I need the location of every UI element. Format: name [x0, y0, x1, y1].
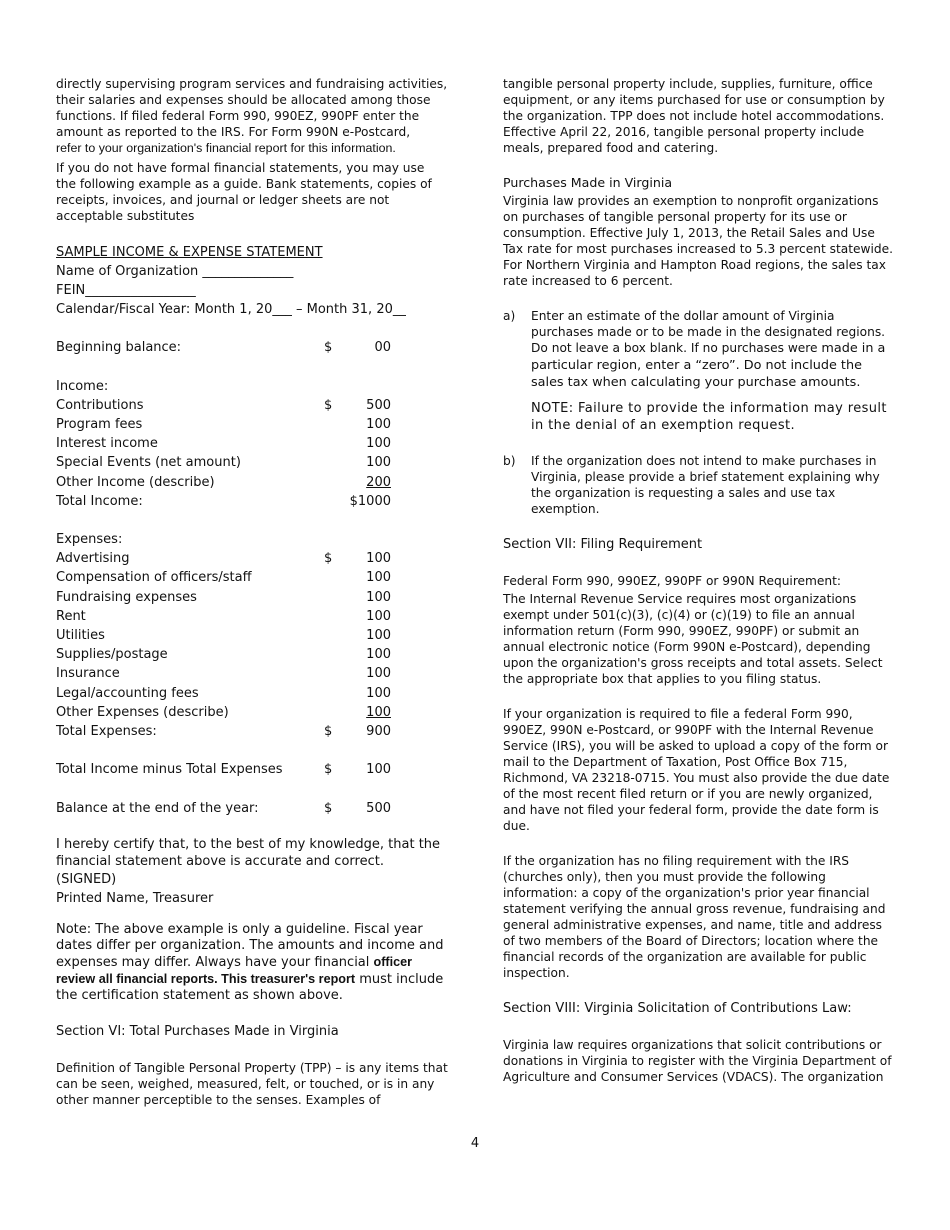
exemption-note: NOTE: Failure to provide the information may result in the denial of an exemption request.: [531, 401, 887, 433]
income-row: Program fees 100: [56, 416, 391, 432]
expense-row: Utilities 100: [56, 628, 391, 643]
expense-row: Rent 100: [56, 608, 391, 624]
federal-form-body: The Internal Revenue Service requires most organizations exempt under 501(c)(3), (c)(4) or (c)(19) to file an annual information return (Form 990, 990EZ, 990PF) or submit an annual electronic notice (Form 990N e-Postcard), depending upon the organization's gross receipts and total assets. Select the appropriate box that applies to you filing status.: [503, 592, 883, 686]
total-income-row: Total Income: $1000: [56, 493, 391, 509]
section-8-heading: Section VIII: Virginia Solicitation of Contributions Law:: [503, 1001, 852, 1016]
tpp-continued: tangible personal property include, supplies, furniture, office equipment, or any items purchased for use or consumption by the organization. TPP does not include hotel accommodations. Effective April 22, 2016, tangible personal property include meals, prepared food and catering.: [503, 77, 885, 155]
expense-row: Legal/accounting fees 100: [56, 685, 391, 701]
intro-text-2: refer to your organization's financial report for this information.: [56, 141, 396, 155]
page-number: 4: [470, 1136, 480, 1151]
fein-line: FEIN_________________: [56, 283, 196, 298]
total-expenses-row: Total Expenses: $ 900: [56, 723, 391, 739]
certification-text: I hereby certify that, to the best of my knowledge, that the financial statement above is accurate and correct.: [56, 837, 441, 869]
income-row: Other Income (describe) 200: [56, 474, 391, 490]
purchases-body: Virginia law provides an exemption to nonprofit organizations on purchases of tangible personal property for its use or consumption. Effective July 1, 2013, the Retail Sales and Use Tax rate for most purchases increased to 5.3 percent statewide. For Northern Virginia and Hampton Road regions, the sales tax rate increased to 6 percent.: [503, 194, 893, 288]
purchases-heading: Purchases Made in Virginia: [503, 175, 673, 190]
expenses-list: [56, 549, 448, 722]
intro-text-1: directly supervising program services and fundraising activities, their salaries and expenses should be allocated among those functions. If filed federal Form 990, 990EZ, 990PF enter the amount as reported to the IRS. For Form 990N e-Postcard,: [56, 77, 448, 139]
expense-row: Supplies/postage 100: [56, 647, 391, 663]
expense-row: Other Expenses (describe) 100: [56, 704, 391, 720]
required-filing-body: If your organization is required to file a federal Form 990, 990EZ, 990N e-Postcard, or 990PF with the Internal Revenue Service (IRS), you will be asked to upload a copy of the form or mail to the Department of Taxation, Post Office Box 715, Richmond, VA 23218-0715. You must also provide the due date of the most recent filed return or if you are newly organized, and have not filed your federal form, provide the date form is due.: [503, 707, 890, 833]
section-6-heading: Section VI: Total Purchases Made in Virginia: [56, 1024, 339, 1040]
solicitation-body: Virginia law requires organizations that solicit contributions or donations in Virginia to register with the Virginia Department of Agriculture and Consumer Services (VDACS). The organization: [503, 1038, 892, 1084]
no-filing-body: If the organization has no filing requirement with the IRS (churches only), then you must provide the following information: a copy of the organization's prior year financial statement verifying the annual gross revenue, fundraising and general administrative expenses, and name, title and address of two members of the Board of Directors; location where the financial records of the organization are available for public inspection.: [503, 854, 886, 980]
list-item-a: a) Enter an estimate of the dollar amount of Virginia purchases made or to be made in the designated regions. Do not leave a box blank. If no purchases were made in a particular region, enter a “zero”. Do not include the sales tax when calculating your purchase amounts.: [503, 309, 886, 390]
expense-row: Insurance 100: [56, 666, 391, 682]
right-column: [503, 76, 895, 1085]
expense-row: Advertising $ 100: [56, 551, 391, 567]
left-column: [56, 76, 448, 1108]
income-row: Special Events (net amount) 100: [56, 455, 391, 471]
note-paragraph: Note: The above example is only a guideline. Fiscal year dates differ per organization. The amounts and income and expenses may differ. Always have your financial officer review all financial reports. This treasurer's report must include the certification statement as shown above.: [56, 922, 444, 1004]
guide-paragraph: If you do not have formal financial statements, you may use the following example as a guide. Bank statements, copies of receipts, invoices, and journal or ledger sheets are not acceptable substitutes: [56, 161, 432, 223]
beginning-balance-row: Beginning balance: $ 00: [56, 340, 391, 356]
signed-line: (SIGNED): [56, 872, 117, 888]
income-heading: Income:: [56, 378, 109, 394]
expenses-heading: Expenses:: [56, 532, 123, 548]
federal-form-heading: Federal Form 990, 990EZ, 990PF or 990N Requirement:: [503, 574, 842, 588]
income-row: Contributions $ 500: [56, 397, 391, 413]
sample-statement-title: SAMPLE INCOME & EXPENSE STATEMENT: [56, 245, 323, 260]
tpp-definition: Definition of Tangible Personal Property (TPP) – is any items that can be seen, weighed, measured, felt, or touched, or is in any other manner perceptible to the senses. Examples of: [56, 1061, 448, 1108]
org-name-line: Name of Organization ______________: [56, 264, 294, 279]
expense-row: Fundraising expenses 100: [56, 589, 391, 605]
ending-balance-row: Balance at the end of the year: $ 500: [56, 800, 391, 816]
income-list: [56, 396, 448, 492]
printed-name-line: Printed Name, Treasurer: [56, 891, 214, 907]
list-item-b: b) If the organization does not intend to make purchases in Virginia, please provide a brief statement explaining why the organization is requesting a sales and use tax exemption.: [503, 454, 880, 516]
net-income-row: Total Income minus Total Expenses $ 100: [56, 762, 391, 778]
section-7-heading: Section VII: Filing Requirement: [503, 537, 703, 552]
income-row: Interest income 100: [56, 436, 391, 452]
expense-row: Compensation of officers/staff 100: [56, 570, 391, 586]
intro-paragraph: [56, 76, 448, 156]
fiscal-year-line: Calendar/Fiscal Year: Month 1, 20___ – Month 31, 20__: [56, 302, 406, 317]
